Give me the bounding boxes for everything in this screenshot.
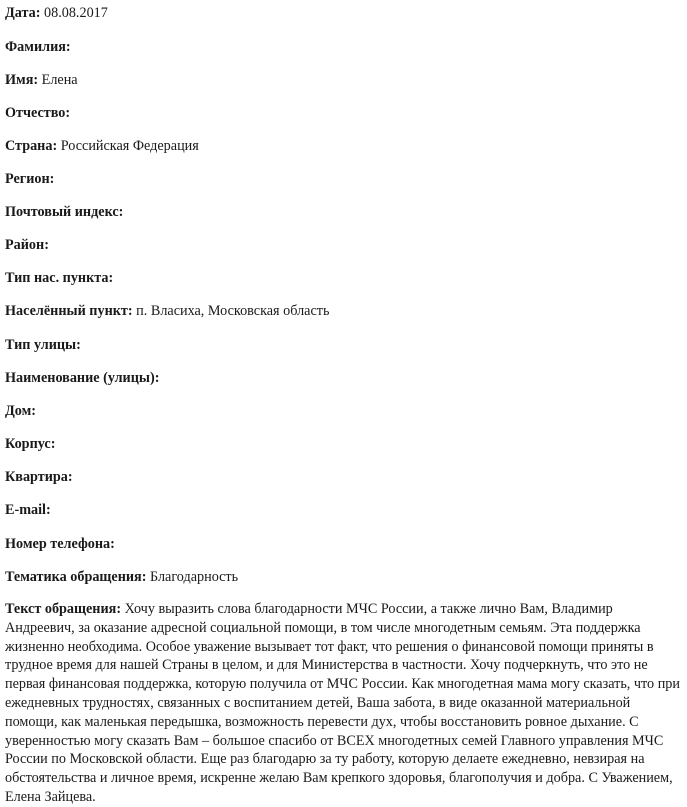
field-value: 08.08.2017 bbox=[44, 5, 108, 21]
field-country bbox=[5, 137, 199, 155]
field-label: Отчество: bbox=[5, 105, 71, 121]
field-label: Тип улицы: bbox=[5, 337, 81, 353]
field-label: Номер телефона: bbox=[5, 536, 115, 552]
field-region bbox=[5, 170, 54, 188]
field-label: Дом: bbox=[5, 403, 36, 419]
field-apartment bbox=[5, 468, 73, 486]
field-label: Тип нас. пункта: bbox=[5, 270, 114, 286]
appeal-text bbox=[5, 600, 681, 807]
field-label: Квартира: bbox=[5, 469, 73, 485]
appeal-text-body: Хочу выразить слова благодарности МЧС России, а также лично Вам, Владимир Андреевич, за оказание адресной социальной помощи, в том числе многодетным семьям. Эта поддержка жизненно необходима. Особое уважение вызывает тот факт, что решения о финансовой помощи приняты в трудное время для нашей Страны в целом, и для Министерства в частности. Хочу подчеркнуть, что это не первая финансовая поддержка, которую получила от МЧС России. Как многодетная мама могу сказать, что при ежедневных трудностях, связанных с воспитанием детей, Ваша забота, в виде оказанной материальной помощи, как маленькая передышка, возможность перевести дух, чтобы восстановить ровное дыхание. С уверенностью могу сказать Вам – большое спасибо от ВСЕХ многодетных семей Главного управления МЧС России по Московской области. Еще раз благодарю за ту работу, которую делаете ежедневно, невзирая на обстоятельства и личное время, искренне желаю Вам крепкого здоровья, благополучия и добра. С Уважением, Елена Зайцева. bbox=[5, 601, 680, 805]
field-street-name bbox=[5, 369, 159, 387]
field-patronymic bbox=[5, 104, 70, 122]
field-label: Дата: bbox=[5, 5, 41, 21]
field-settlement-type bbox=[5, 269, 113, 287]
field-label: Имя: bbox=[5, 72, 39, 88]
field-value: Благодарность bbox=[150, 569, 239, 585]
appeal-text-label: Текст обращения: bbox=[5, 601, 122, 617]
field-house bbox=[5, 402, 36, 420]
field-street-type bbox=[5, 336, 81, 354]
field-surname bbox=[5, 38, 71, 56]
field-label: Населённый пункт: bbox=[5, 303, 133, 319]
field-settlement bbox=[5, 302, 329, 320]
field-label: Почтовый индекс: bbox=[5, 204, 124, 220]
field-label: Тематика обращения: bbox=[5, 569, 147, 585]
field-label: E-mail: bbox=[5, 502, 51, 518]
field-label: Наименование (улицы): bbox=[5, 370, 160, 386]
field-date bbox=[5, 4, 108, 22]
field-label: Страна: bbox=[5, 138, 58, 154]
field-name bbox=[5, 71, 78, 89]
field-label: Регион: bbox=[5, 171, 55, 187]
field-email bbox=[5, 501, 51, 519]
field-phone bbox=[5, 535, 115, 553]
field-label: Район: bbox=[5, 237, 49, 253]
field-label: Корпус: bbox=[5, 436, 56, 452]
field-value: п. Власиха, Московская область bbox=[136, 303, 330, 319]
field-label: Фамилия: bbox=[5, 39, 71, 55]
field-district bbox=[5, 236, 49, 254]
field-value: Российская Федерация bbox=[60, 138, 199, 154]
field-topic bbox=[5, 568, 238, 586]
field-postal-code bbox=[5, 203, 123, 221]
field-building bbox=[5, 435, 55, 453]
field-value: Елена bbox=[41, 72, 78, 88]
